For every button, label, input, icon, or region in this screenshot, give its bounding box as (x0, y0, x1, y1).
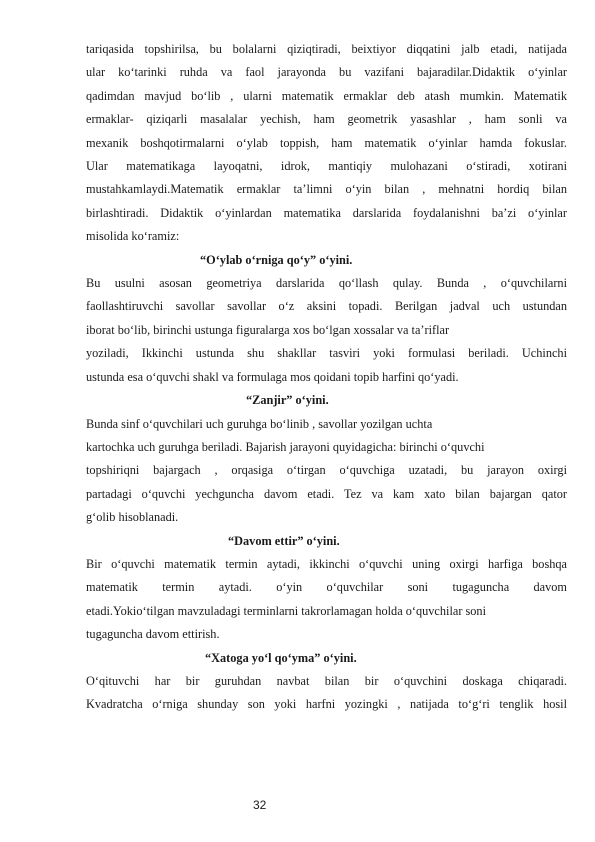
page-number: 32 (253, 798, 267, 812)
section-heading: “Xatoga yo‘l qo‘yma” o‘yini. (205, 650, 357, 665)
body-text-line: matematik termin aytadi. o‘yin o‘quvchilar soni tugaguncha davom (86, 580, 567, 595)
body-text-line: Ular matematikaga layoqatni, idrok, mantiqiy mulohazani o‘stiradi, xotirani (86, 159, 567, 174)
body-text-line: Bu usulni asosan geometriya darslarida qo‘llash qulay. Bunda , o‘quvchilarni (86, 276, 567, 291)
body-text-line: iborat bo‘lib, birinchi ustunga figuralarga xos bo‘lgan xossalar va ta’riflar (86, 322, 450, 337)
body-text-line: etadi.Yokio‘tilgan mavzuladagi terminlarni takrorlamagan holda o‘quvchilar soni (86, 603, 486, 618)
body-text-line: Kvadratcha o‘rniga shunday son yoki harfni yozingki , natijada to‘g‘ri tenglik hosil (86, 697, 567, 712)
body-text-line: ular ko‘tarinki ruhda va faol jarayonda bu vazifani bajaradilar.Didaktik o‘yinlar (86, 65, 567, 80)
body-text-line: Bunda sinf o‘quvchilari uch guruhga bo‘linib , savollar yozilgan uchta (86, 416, 433, 431)
body-text-line: kartochka uch guruhga beriladi. Bajarish jarayoni quyidagicha: birinchi o‘quvchi (86, 439, 485, 454)
body-text-line: tugaguncha davom ettirish. (86, 627, 220, 642)
body-text-line: mustahkamlaydi.Matematik ermaklar ta’limni o‘yin bilan , mehnatni hordiq bilan (86, 182, 567, 197)
section-heading: “Davom ettir” o‘yini. (228, 533, 340, 548)
body-text-line: tariqasida topshirilsa, bu bolalarni qiziqtiradi, beixtiyor diqqatini jalb etadi, natijada (86, 42, 567, 56)
body-text-line: topshiriqni bajargach , orqasiga o‘tirgan o‘quvchiga uzatadi, bu jarayon oxirgi (86, 463, 567, 478)
body-text-line: O‘qituvchi har bir guruhdan navbat bilan bir o‘quvchini doskaga chiqaradi. (86, 673, 567, 688)
body-text-line: faollashtiruvchi savollar savollar o‘z aksini topadi. Berilgan jadval uch ustundan (86, 299, 567, 314)
body-text-line: qadimdan mavjud bo‘lib , ularni matematik ermaklar deb atash mumkin. Matematik (86, 88, 567, 103)
section-heading: “Zanjir” o‘yini. (246, 393, 329, 408)
body-text-line: yoziladi, Ikkinchi ustunda shu shakllar tasviri yoki formulasi beriladi. Uchinchi (86, 346, 567, 361)
body-text-line: ermaklar- qiziqarli masalalar yechish, ham geometrik yasashlar , ham sonli va (86, 112, 567, 127)
body-text-line: ustunda esa o‘quvchi shakl va formulaga mos qoidani topib harfini qo‘yadi. (86, 369, 459, 384)
section-heading: “O‘ylab o‘rniga qo‘y” o‘yini. (200, 252, 353, 267)
document-body (86, 38, 567, 717)
body-text-line: partadagi o‘quvchi yechguncha davom etadi. Tez va kam xato bilan bajargan qator (86, 486, 567, 501)
body-text-line: mexanik boshqotirmalarni o‘ylab toppish, ham matematik o‘yinlar hamda fokuslar. (86, 135, 567, 150)
body-text-line: birlashtiradi. Didaktik o‘yinlardan matematika darslarida foydalanishni ba’zi o‘yinlar (86, 205, 567, 220)
body-text-line: Bir o‘quvchi matematik termin aytadi, ikkinchi o‘quvchi uning oxirgi harfiga boshqa (86, 556, 567, 571)
body-text-line: misolida ko‘ramiz: (86, 229, 180, 244)
body-text-line: g‘olib hisoblanadi. (86, 510, 179, 525)
